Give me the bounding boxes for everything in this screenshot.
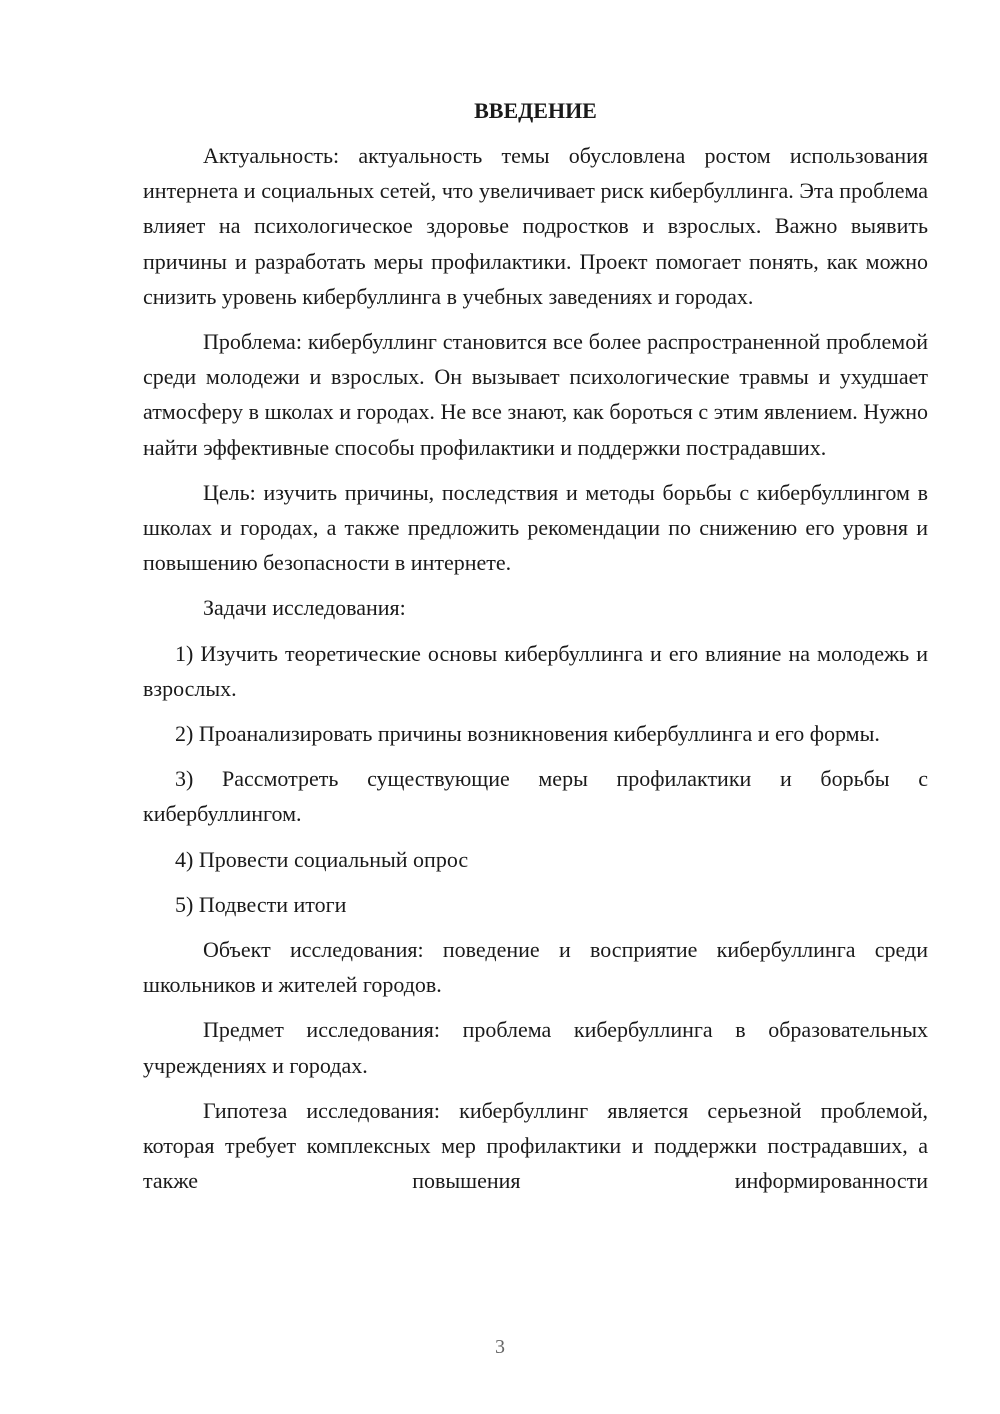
task-item-2: 2) Проанализировать причины возникновения кибербуллинга и его формы. — [175, 721, 880, 747]
page-number: 3 — [495, 1336, 505, 1358]
task-item-5: 5) Подвести итоги — [175, 891, 347, 917]
subject-paragraph: Предмет исследования: проблема кибербуллинга в образовательных учреждениях и городах. — [143, 1017, 928, 1078]
object-paragraph: Объект исследования: поведение и восприятие кибербуллинга среди школьников и жителей городов. — [143, 937, 928, 998]
relevance-paragraph: Актуальность: актуальность темы обусловлена ростом использования интернета и социальных сетей, что увеличивает риск кибербуллинга. Эта проблема влияет на психологическое здоровье подростков и взрослых. Важно выявить причины и разработать меры профилактики. Проект помогает понять, как можно снизить уровень кибербуллинга в учебных заведениях и городах. — [143, 143, 928, 309]
goal-paragraph: Цель: изучить причины, последствия и методы борьбы с кибербуллингом в школах и городах, а также предложить рекомендации по снижению его уровня и повышению безопасности в интернете. — [143, 479, 928, 576]
section-title: ВВЕДЕНИЕ — [474, 98, 597, 123]
task-item-4: 4) Провести социальный опрос — [175, 846, 469, 872]
document-page — [143, 96, 928, 1198]
hypothesis-paragraph: Гипотеза исследования: кибербуллинг является серьезной проблемой, которая требует комплексных мер профилактики и поддержки пострадавших, а также повышения информированности — [143, 1097, 928, 1194]
task-item-3: 3) Рассмотреть существующие меры профилактики и борьбы с кибербуллингом. — [143, 766, 928, 827]
task-item-1: 1) Изучить теоретические основы кибербуллинга и его влияние на молодежь и взрослых. — [143, 640, 928, 701]
tasks-heading: Задачи исследования: — [203, 595, 406, 621]
problem-paragraph: Проблема: кибербуллинг становится все более распространенной проблемой среди молодежи и взрослых. Он вызывает психологические травмы и ухудшает атмосферу в школах и городах. Не все знают, как бороться с этим явлением. Нужно найти эффективные способы профилактики и поддержки пострадавших. — [143, 329, 928, 460]
